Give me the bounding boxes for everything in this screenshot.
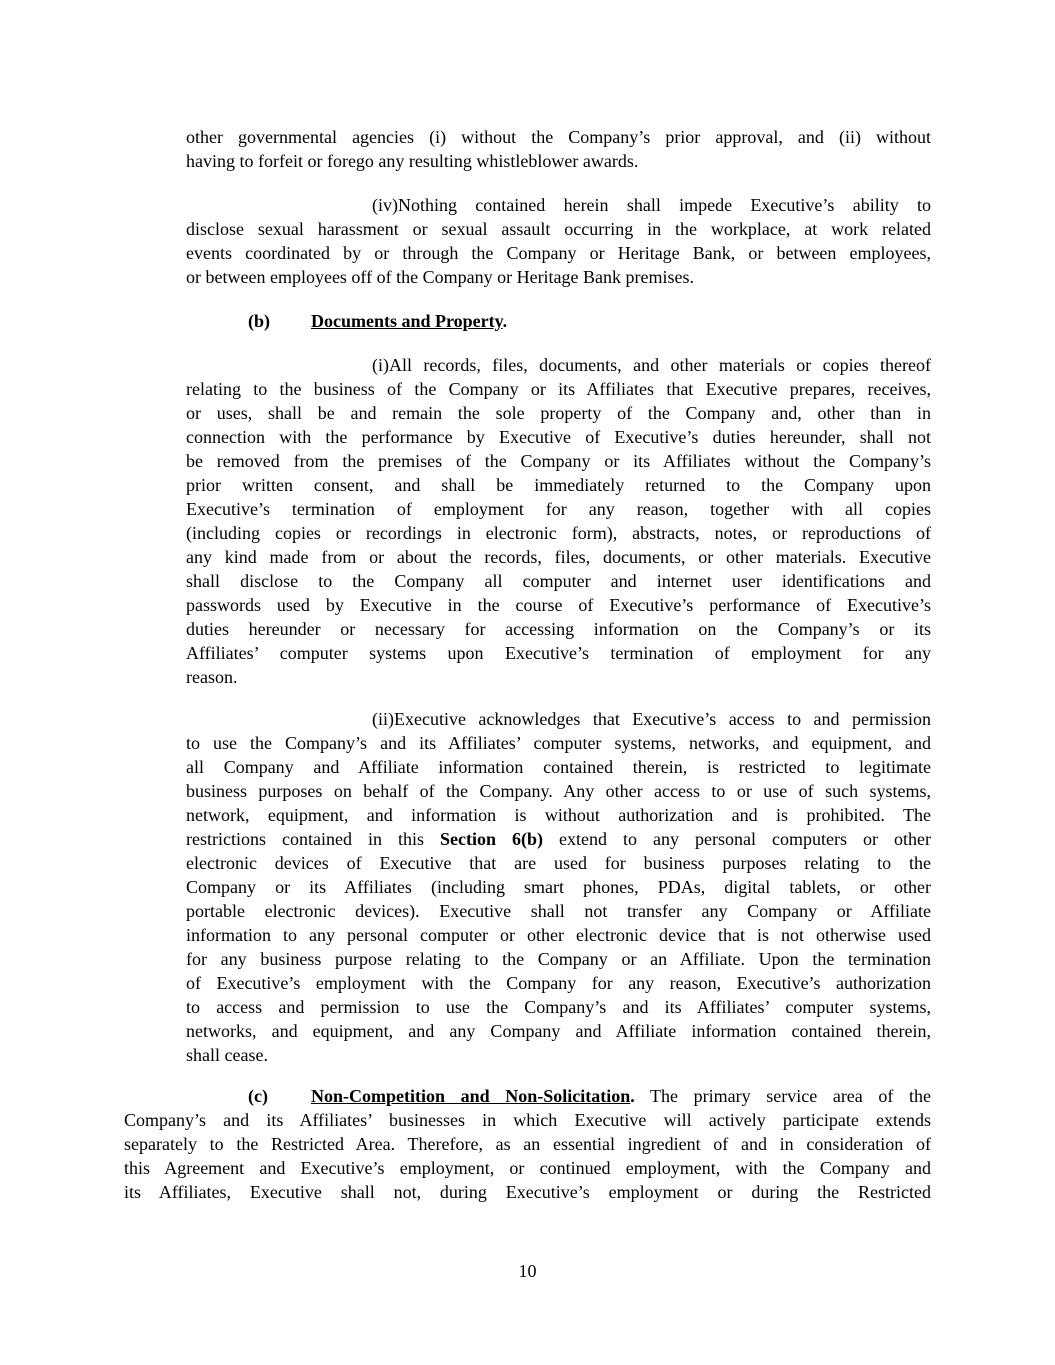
line-text: shall cease. <box>186 1045 268 1065</box>
text-line <box>186 497 931 521</box>
paragraph-continued <box>186 125 931 173</box>
text-line <box>186 755 931 779</box>
line-text: any kind made from or about the records, files, documents, or other materials. Executive <box>186 547 931 567</box>
line-text: of Executive’s employment with the Company for any reason, Executive’s authorization <box>186 973 931 993</box>
line-text: information to any personal computer or other electronic device that is not otherwise used <box>186 925 931 945</box>
line-text: Nothing contained herein shall impede Executive’s ability to <box>398 195 931 215</box>
paragraph-c <box>124 1084 931 1204</box>
line-text: Executive’s termination of employment for any reason, together with all copies <box>186 499 931 519</box>
text-line <box>186 875 931 899</box>
text-line <box>186 851 931 875</box>
text-line <box>186 617 931 641</box>
line-text: Company’s and its Affiliates’ businesses in which Executive will actively participate extends <box>124 1110 931 1130</box>
text-line <box>124 1084 931 1108</box>
line-text: electronic devices of Executive that are used for business purposes relating to the <box>186 853 931 873</box>
text-line <box>186 265 931 289</box>
text-line <box>186 803 931 827</box>
text-line <box>186 593 931 617</box>
emphasized-text: Non-Competition and Non-Solicitation <box>311 1086 631 1106</box>
text-line <box>186 641 931 665</box>
line-text: Company or its Affiliates (including smart phones, PDAs, digital tablets, or other <box>186 877 931 897</box>
text-line <box>186 217 931 241</box>
page-number: 10 <box>518 1261 537 1281</box>
section-title-period: . <box>502 311 508 331</box>
line-text: for any business purpose relating to the Company or an Affiliate. Upon the termination <box>186 949 931 969</box>
text-line <box>186 241 931 265</box>
line-text: restrictions contained in this <box>186 829 440 849</box>
line-text: The primary service area of the <box>634 1086 931 1106</box>
line-text: prior written consent, and shall be immediately returned to the Company upon <box>186 475 931 495</box>
line-text: to use the Company’s and its Affiliates’ computer systems, networks, and equipment, and <box>186 733 931 753</box>
text-line <box>186 425 931 449</box>
text-line <box>186 971 931 995</box>
section-heading-b <box>186 309 931 333</box>
paragraph-b-ii <box>186 707 931 1067</box>
line-text: shall disclose to the Company all computer and internet user identifications and <box>186 571 931 591</box>
text-line <box>124 1132 931 1156</box>
text-line <box>186 827 931 851</box>
text-line <box>124 1108 931 1132</box>
line-text: network, equipment, and information is without authorization and is prohibited. The <box>186 805 931 825</box>
line-text: separately to the Restricted Area. Therefore, as an essential ingredient of and in consideration of <box>124 1134 931 1154</box>
text-line <box>186 947 931 971</box>
text-line <box>186 401 931 425</box>
line-text: to access and permission to use the Company’s and its Affiliates’ computer systems, <box>186 997 931 1017</box>
text-line <box>186 149 931 173</box>
text-line <box>186 473 931 497</box>
line-text: passwords used by Executive in the course of Executive’s performance of Executive’s <box>186 595 931 615</box>
line-text: Affiliates’ computer systems upon Executive’s termination of employment for any <box>186 643 931 663</box>
line-text: All records, files, documents, and other materials or copies thereof <box>389 355 931 375</box>
text-line <box>186 995 931 1019</box>
line-text: or between employees off of the Company or Heritage Bank premises. <box>186 267 695 287</box>
line-text: or uses, shall be and remain the sole property of the Company and, other than in <box>186 403 931 423</box>
text-line <box>186 377 931 401</box>
paragraph-iv <box>186 193 931 289</box>
paragraph-label: (c) <box>248 1086 268 1106</box>
line-text: Executive acknowledges that Executive’s access to and permission <box>394 709 931 729</box>
text-line <box>186 731 931 755</box>
text-line <box>186 1019 931 1043</box>
line-text: events coordinated by or through the Company or Heritage Bank, or between employees, <box>186 243 931 263</box>
emphasized-text: Section 6(b) <box>440 829 544 849</box>
text-line <box>186 665 931 689</box>
line-text: reason. <box>186 667 238 687</box>
line-text: (including copies or recordings in electronic form), abstracts, notes, or reproductions of <box>186 523 931 543</box>
line-text: this Agreement and Executive’s employment, or continued employment, with the Company and <box>124 1158 931 1178</box>
text-line <box>186 545 931 569</box>
text-line <box>186 923 931 947</box>
paragraph-b-i <box>186 353 931 689</box>
line-text: its Affiliates, Executive shall not, during Executive’s employment or during the Restricted <box>124 1182 931 1202</box>
line-text: connection with the performance by Executive of Executive’s duties hereunder, shall not <box>186 427 931 447</box>
line-text: networks, and equipment, and any Company and Affiliate information contained therein, <box>186 1021 931 1041</box>
line-text: having to forfeit or forego any resulting whistleblower awards. <box>186 151 639 171</box>
text-line: (ii)Executive acknowledges that Executive’s access to and permission <box>372 709 931 729</box>
text-line <box>186 1043 931 1067</box>
text-line: (iv)Nothing contained herein shall impede Executive’s ability to <box>372 195 931 215</box>
line-text: all Company and Affiliate information contained therein, is restricted to legitimate <box>186 757 931 777</box>
line-text: portable electronic devices). Executive shall not transfer any Company or Affiliate <box>186 901 931 921</box>
text-line <box>124 1156 931 1180</box>
line-text: business purposes on behalf of the Company. Any other access to or use of such systems, <box>186 781 931 801</box>
text-line: (i)All records, files, documents, and other materials or copies thereof <box>372 355 931 375</box>
line-text: duties hereunder or necessary for accessing information on the Company’s or its <box>186 619 931 639</box>
line-text: extend to any personal computers or other <box>543 829 931 849</box>
emphasized-text: . <box>630 1086 635 1106</box>
text-line <box>186 779 931 803</box>
text-line <box>186 125 931 149</box>
line-text: disclose sexual harassment or sexual assault occurring in the workplace, at work related <box>186 219 931 239</box>
text-line <box>186 569 931 593</box>
line-text: other governmental agencies (i) without the Company’s prior approval, and (ii) without <box>186 127 931 147</box>
text-line <box>186 899 931 923</box>
text-line <box>124 1180 931 1204</box>
line-text: relating to the business of the Company or its Affiliates that Executive prepares, receives, <box>186 379 931 399</box>
text-line <box>186 521 931 545</box>
line-text: be removed from the premises of the Company or its Affiliates without the Company’s <box>186 451 931 471</box>
text-line <box>186 449 931 473</box>
section-title: Documents and Property <box>311 311 503 331</box>
section-label: (b) <box>248 311 270 331</box>
